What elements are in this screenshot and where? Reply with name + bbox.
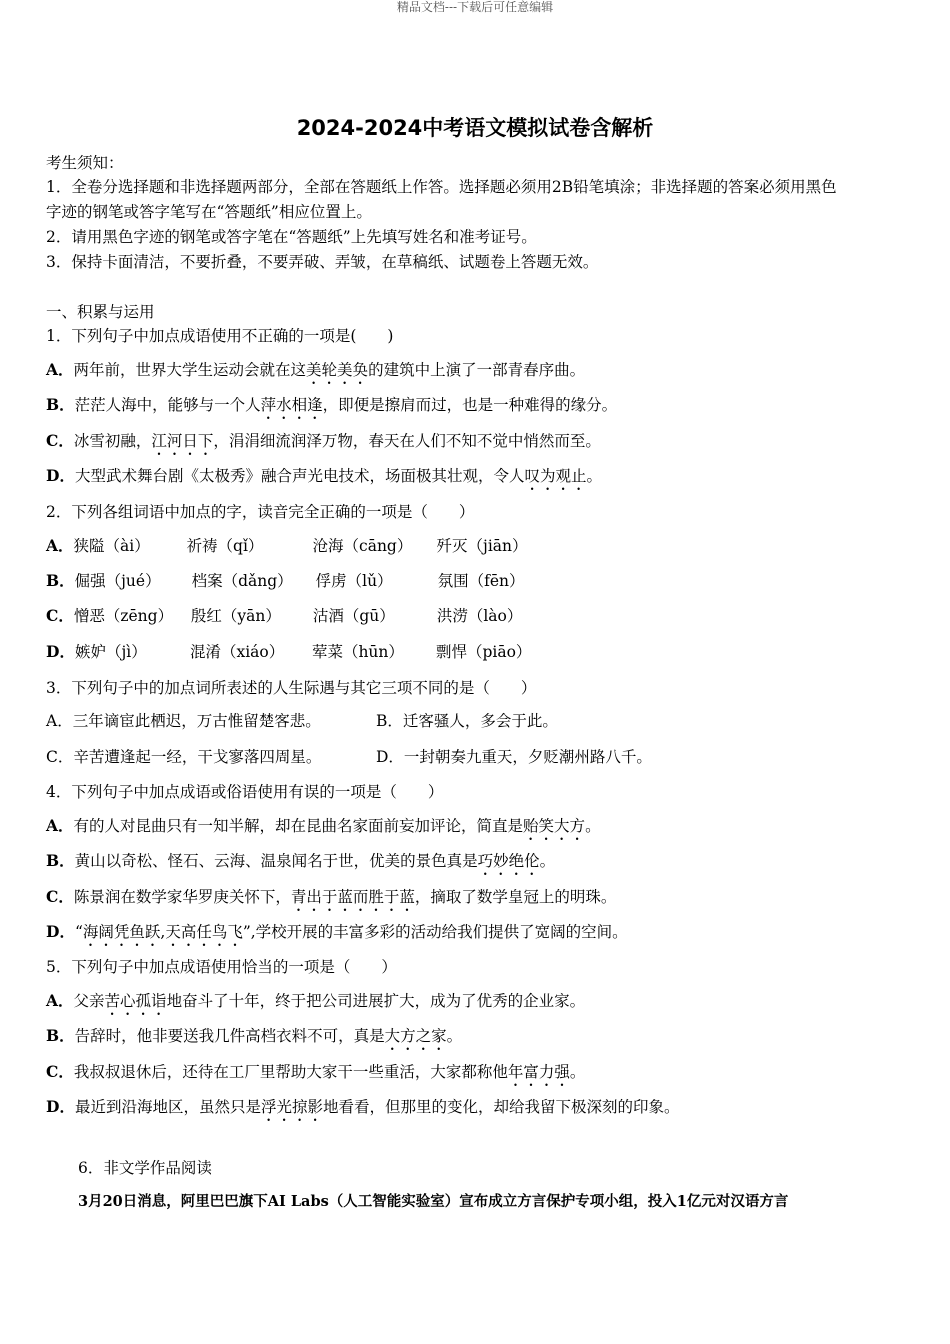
word-item: 殷红（yān） (190, 607, 281, 625)
dotted-idiom: 贻笑大方 (523, 817, 586, 835)
notice-item: 1．全卷分选择题和非选择题两部分，全部在答题纸上作答。选择题必须用2B铅笔填涂；非选择题的答案必须用黑色 (46, 178, 837, 196)
word-item: 荤菜（hūn） (311, 643, 404, 661)
question-4-option-c (46, 887, 616, 915)
question-2-option-d (46, 642, 531, 662)
word-item: 沧海（cāng） (312, 537, 413, 555)
dotted-idiom: 浮光掠影 (260, 1098, 323, 1116)
dotted-idiom: 苦心孤诣 (104, 992, 167, 1010)
word-item: 沽酒（gū） (312, 607, 395, 625)
question-1-option-c (46, 431, 601, 459)
question-1-option-d (46, 466, 602, 494)
word-item: 档案（dǎng） (191, 572, 293, 590)
word-item: 憎恶（zēng） (73, 607, 174, 625)
question-2-option-b (46, 571, 525, 591)
question-3-option-b: B．迁客骚人，多会于此。 (376, 712, 558, 730)
option-text: 最近到沿海地区，虽然只是 (74, 1098, 261, 1116)
question-5-option-a (46, 991, 585, 1019)
option-label: D． (46, 466, 75, 485)
question-4-option-b (46, 851, 555, 879)
option-label: D． (46, 1097, 75, 1116)
question-3-option-c: C．辛苦遭逢起一经，干戈寥落四周星。 (46, 748, 322, 766)
option-label: C． (46, 431, 74, 450)
option-text: 。 (569, 1063, 586, 1081)
dotted-idiom: 美轮美奂 (306, 361, 369, 379)
option-label: B． (46, 851, 75, 870)
dotted-idiom: 年富力强 (507, 1063, 570, 1081)
question-1-option-b (46, 395, 617, 423)
option-text: 茫茫人海中，能够与一个人 (74, 396, 261, 414)
dotted-idiom: 巧妙绝伦 (477, 852, 540, 870)
word-item: 俘虏（lǔ） (315, 572, 393, 590)
option-label: B． (46, 395, 75, 414)
option-text: 告辞时，他非要送我几件高档衣料不可，真是 (74, 1027, 385, 1045)
question-3-option-a: A．三年谪宦此栖迟，万古惟留楚客悲。 (46, 712, 321, 730)
option-text: 的建筑中上演了一部青春序曲。 (368, 361, 586, 379)
question-6-text: 3月20日消息，阿里巴巴旗下AI Labs（人工智能实验室）宣布成立方言保护专项小组，投入1亿元对汉语方言 (78, 1193, 789, 1210)
option-text: 。 (585, 817, 601, 835)
dotted-idiom: 青出于蓝而胜于蓝 (290, 888, 415, 906)
option-text: “ (74, 923, 83, 941)
option-label: B． (46, 1026, 75, 1045)
notice-item: 字迹的钢笔或答字笔写在“答题纸”相应位置上。 (46, 203, 372, 221)
option-text: 。 (539, 852, 556, 870)
question-3-stem: 3．下列句子中的加点词所表述的人生际遇与其它三项不同的是（ ） (46, 679, 537, 697)
word-item: 嫉妒（jì） (74, 643, 147, 661)
question-2-option-c (46, 606, 522, 626)
word-item: 狭隘（ài） (73, 537, 150, 555)
option-text: ，即便是擦肩而过，也是一种难得的缘分。 (322, 396, 618, 414)
option-text: ”,学校开展的丰富多彩的活动给我们提供了宽阔的空间。 (242, 923, 628, 941)
option-text: 有的人对昆曲只有一知半解，却在昆曲名家面前妄加评论，简直是 (73, 817, 524, 835)
question-3-option-d: D．一封朝奏九重天，夕贬潮州路八千。 (376, 748, 652, 766)
question-1-stem: 1．下列句子中加点成语使用不正确的一项是( ) (46, 327, 394, 345)
option-text: 黄山以奇松、怪石、云海、温泉闻名于世，优美的景色真是 (74, 852, 478, 870)
dotted-idiom: 海阔凭鱼跃,天高任鸟飞 (82, 923, 243, 941)
option-label: A． (46, 816, 74, 835)
option-text: 地奋斗了十年，终于把公司进展扩大，成为了优秀的企业家。 (166, 992, 586, 1010)
notice-item: 2．请用黑色字迹的钢笔或答字笔在“答题纸”上先填写姓名和准考证号。 (46, 228, 537, 246)
option-text: 冰雪初融， (73, 432, 152, 450)
option-text: 大型武术舞台剧《太极秀》融合声光电技术，场面极其壮观，令人 (74, 467, 525, 485)
option-label: C． (46, 887, 74, 906)
question-2-option-a (46, 536, 528, 556)
option-label: B． (46, 571, 75, 590)
question-6-heading: 6．非文学作品阅读 (78, 1159, 212, 1177)
option-text: 我叔叔退休后，还待在工厂里帮助大家干一些重活，大家都称他 (73, 1063, 508, 1081)
option-label: A． (46, 360, 74, 379)
notice-item: 3．保持卡面清洁，不要折叠，不要弄破、弄皱，在草稿纸、试题卷上答题无效。 (46, 253, 599, 271)
word-item: 剽悍（piāo） (435, 643, 532, 661)
option-text: 。 (446, 1027, 463, 1045)
option-text: ，摘取了数学皇冠上的明珠。 (414, 888, 617, 906)
option-text: 地看看，但那里的变化，却给我留下极深刻的印象。 (322, 1098, 680, 1116)
question-5-stem: 5．下列句子中加点成语使用恰当的一项是（ ） (46, 958, 397, 976)
option-label: A． (46, 536, 74, 555)
question-5-option-b (46, 1026, 462, 1054)
option-text: ，涓涓细流润泽万物，春天在人们不知不觉中悄然而至。 (213, 432, 601, 450)
page-title: 2024-2024中考语文模拟试卷含解析 (296, 116, 654, 140)
question-2-stem: 2．下列各组词语中加点的字，读音完全正确的一项是（ ） (46, 503, 475, 521)
word-item: 混淆（xiáo） (189, 643, 285, 661)
word-item: 洪涝（lào） (436, 607, 523, 625)
dotted-idiom: 江河日下 (151, 432, 214, 450)
option-label: C． (46, 606, 74, 625)
option-label: C． (46, 1062, 74, 1081)
dotted-idiom: 大方之家 (384, 1027, 447, 1045)
option-text: 父亲 (73, 992, 105, 1010)
question-5-option-d (46, 1097, 680, 1125)
option-label: D． (46, 642, 75, 661)
option-text: 。 (586, 467, 602, 485)
word-item: 氛围（fēn） (437, 572, 525, 590)
option-label: A． (46, 991, 74, 1010)
dotted-idiom: 萍水相逢 (260, 396, 323, 414)
word-item: 歼灭（jiān） (436, 537, 528, 555)
word-item: 倔强（jué） (74, 572, 161, 590)
option-label: D． (46, 922, 75, 941)
question-1-option-a (46, 360, 585, 388)
question-5-option-c (46, 1062, 585, 1090)
question-4-stem: 4．下列句子中加点成语或俗语使用有误的一项是（ ） (46, 783, 444, 801)
dotted-idiom: 叹为观止 (524, 467, 587, 485)
question-4-option-d (46, 922, 628, 950)
question-4-option-a (46, 816, 601, 844)
page-header: 精品文档---下载后可任意编辑 (396, 0, 554, 14)
notice-heading: 考生须知： (46, 154, 124, 172)
word-item: 祈祷（qǐ） (186, 537, 264, 555)
option-text: 陈景润在数学家华罗庚关怀下， (73, 888, 291, 906)
option-text: 两年前，世界大学生运动会就在这 (73, 361, 307, 379)
section-heading: 一、积累与运用 (46, 303, 155, 321)
